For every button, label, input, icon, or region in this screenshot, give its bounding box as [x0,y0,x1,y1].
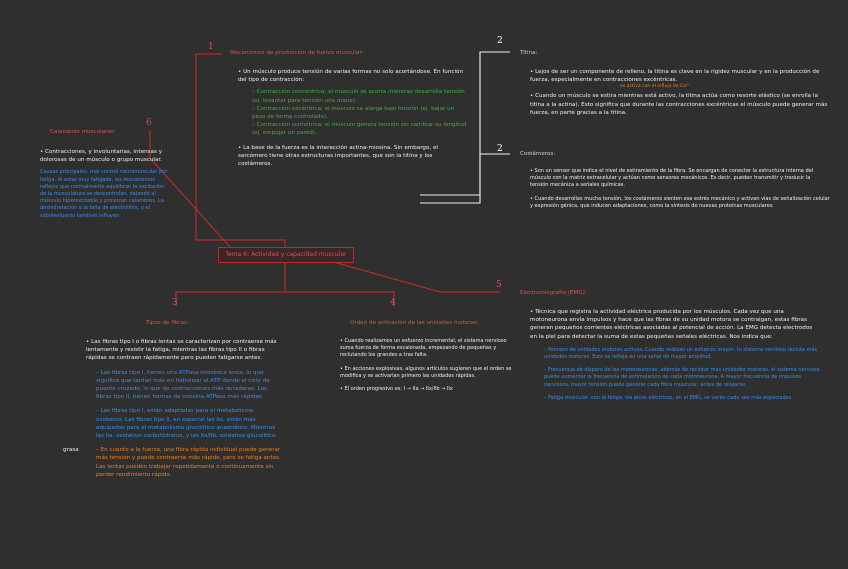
emg-content [530,308,820,402]
mecanismos-content [238,68,468,168]
orden-number: 4 [390,298,396,308]
calambres-number: 6 [146,118,152,128]
costameros-title: Costámeros: [520,151,556,157]
calambres-causes: Causas principales: mal control neuromuscular por fatiga. Al estar muy fatigado, los mecanismos reflejos que normalmente equilibran la excitación de la musculatura se descontrolan, dejando al músculo hiperexcitable y provocan calambres. La deshidratación o la falta de electrolitos, y el sobreesfuerzo también influyen. [40,169,168,219]
connector-emg [330,261,500,292]
emg-list [544,347,820,402]
emg-number: 5 [496,280,502,290]
tipos-content [86,338,282,479]
calambres-content [40,148,170,220]
tipos-side-label: grasa [63,447,79,453]
mecanismos-base: • La base de la fuerza es la interacción actina-miosina. Sin embargo, el sarcómero tiene otras estructuras importantes, que son la titina y los costámeros. [238,144,468,169]
costameros-item: • Son un sensor que indica el nivel de estiramiento de la fibra. Se encargan de conectar la estructura interna del músculo con la matriz extracelular y actúan como sensores mecánicos. Es decir, pueden transmitir y traducir la tensión mecánica a señales químicas. [530,168,830,190]
calambres-title: Calambres musculares: [50,129,116,135]
calambres-text: • Contracciones, y involuntarias, intensas y dolorosas de un músculo o grupo muscular. [40,148,170,164]
connector-bottom [176,261,285,306]
tipos-title: Tipos de fibras: [146,320,189,326]
mecanismos-item: – Contracción concéntrica: el músculo se acorta mientras desarrolla tensión (ej. levantar para tensión una mano). [252,88,468,104]
titina-item: • Lejos de ser un componente de relleno, la titina es clave en la rigidez muscular y en la producción de fuerza, especialmente en contracciones excéntricas. [530,68,830,84]
costameros-content [530,168,830,210]
central-topic-node: Tema 6: Actividad y capacidad muscular [218,247,354,263]
tipos-item: – Las fibras tipo I, están adaptadas para el metabolismo oxidativo. Las fibras tipo II, en especial las IIx, están más equipadas para el metabolismo glucolítico anaeróbico. Mientras las IIa, oxidativo-carbohidratos, y las IIx/IIb, oxidativo glucolítico. [96,407,282,440]
mecanismos-title: Mecanismos de producción de fuerza muscular: [230,50,364,56]
titina-note: se activa con el influjo de Ca²⁺ [620,84,691,90]
mecanismos-intro: • Un músculo produce tensión de varias formas no solo acortándose. En función del tipo de contracción: [238,68,468,84]
costameros-item: • Cuando desarrollas mucha tensión, los costámeros sienten ese estrés mecánico y activan vías de señalización celular y expresión génica, que inducen adaptaciones, como la síntesis de nuevas proteínas musculares. [530,196,830,210]
mecanismos-item: – Contracción isométrica: el músculo genera tensión sin cambiar su longitud (ej. empujar un pared). [252,121,468,137]
tipos-number: 3 [172,298,178,308]
emg-item: – Número de unidades motoras activas: Cuando realizas un esfuerzo mayor, tu sistema nervioso recluta más unidades motoras. Esto se refleja en una señal de mayor amplitud. [544,347,820,361]
emg-item: – Fatiga muscular: con la fatiga, los picos eléctricos, en el EMG, se verán cada vez más espaciados. [544,395,820,402]
mecanismos-list [252,88,468,137]
titina-title: Titina: [520,50,538,56]
titina-item: • Cuando un músculo se estira mientras está activo, la titina actúa como resorte elástico (se enrolla la titina a la actina). Esto significa que durante las contracciones excéntricas el músculo puede generar más fuerza, en parte gracias a la titina. [530,92,830,117]
mecanismos-number: 1 [208,42,214,52]
emg-intro: • Técnica que registra la actividad eléctrica producida por los músculos. Cada vez que una motoneurona envía impulsos y hace que las fibras de su unidad motora se contraigan, estas fibras generan pequeños corrientes eléctricas asociadas al potencial de acción. La EMG detecta electrodos en la piel para detectar la suma de estas pequeñas señales eléctricas. Nos indica que: [530,308,820,341]
costameros-number: 2 [497,144,503,154]
orden-item: • En acciones explosivas, algunos artículos sugieren que el orden se modifica y se activarían primero las unidades rápidas. [340,366,516,380]
emg-item: – Frecuencia de disparo de las motoneuronas: además de reclutar más unidades motoras, el sistema nervioso puede aumentar la frecuencia de estimulación de cada motoneurona. A mayor frecuencia de impulsos nerviosos, mayor tensión puede generar cada fibra muscular, antes de relajarse. [544,367,820,389]
orden-title: Orden de activación de las unidades motoras: [350,320,479,326]
titina-number: 2 [497,36,503,46]
orden-item: • Cuando realizamos un esfuerzo incremental, el sistema nervioso suma fuerza de forma escalonada, empezando de pequeñas y reclutando los grandes a tras falta. [340,338,516,360]
tipos-item: – Las fibras tipo I, tienen una ATPasa miosínica lenta, lo que significa que tardan más en hidrolizar el ATP donde el ciclo de puente cruzado, lo que da contracciones más duraderas. Las fibras tipo II, tienen formas de miosina ATPasa más rápidas. [96,369,282,402]
emg-title: Electromiografía (EMG): [520,290,587,296]
titina-content [530,68,830,117]
tipos-item: – En cuanto a la fuerza, una fibra rápida individual puede generar más tensión y puede contraerse más rápido, pero se fatiga antes. Las lentas pueden trabajar repetidamente o continuamente sin perder rendimiento rápido. [96,446,282,479]
orden-item: • El orden progresivo es: I → IIa → IIx/IIb → IIx [340,386,516,393]
mecanismos-item: – Contracción excéntrica: el músculo se alarga bajo tensión (ej. bajar un peso de forma controlada). [252,105,468,121]
connector-bottom-right [285,292,394,306]
orden-content [340,338,516,393]
tipos-intro: • Las fibras tipo I o fibras lentas se caracterizan por contraerse más lentamente y resistir la fatiga, mientras las fibras tipo II o fibras rápidas se contraen rápidamente pero pueden fatigarse antes. [86,338,282,363]
tipos-list [96,369,282,479]
